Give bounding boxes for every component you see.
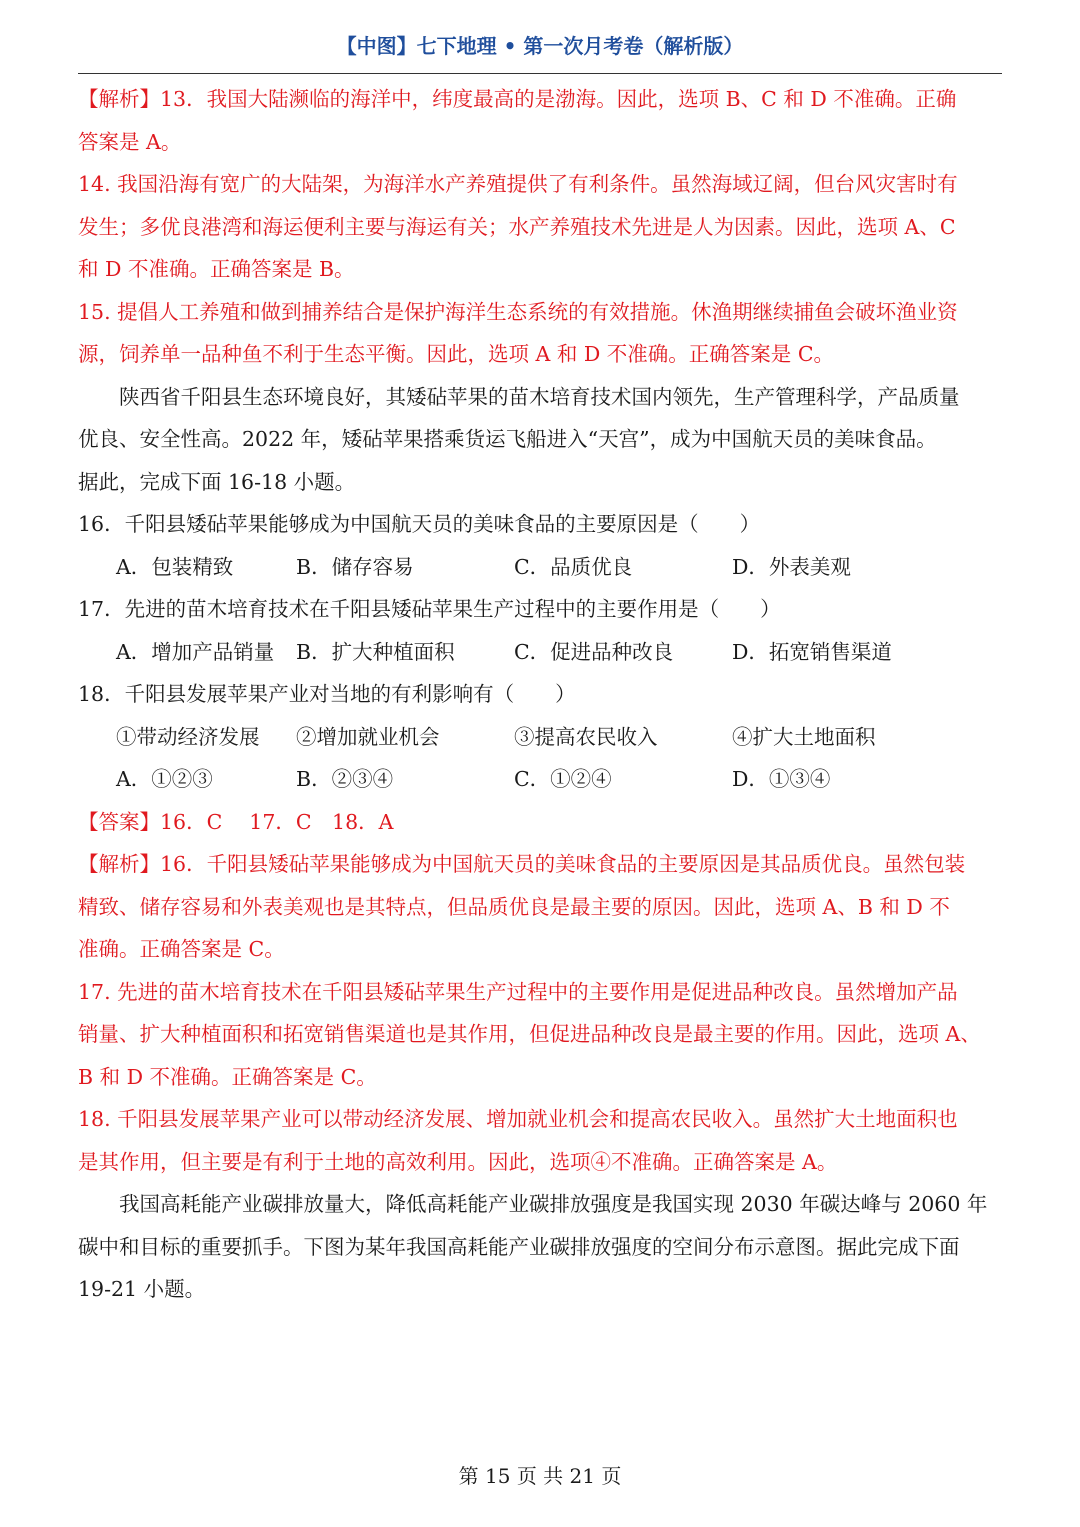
option-b: B．②③④ — [296, 767, 394, 791]
analysis-17-line-2: 销量、扩大种植面积和拓宽销售渠道也是其作用，但促进品种改良是最主要的作用。因此，选项 A、 — [78, 1022, 981, 1046]
analysis-14-line-2: 发生；多优良港湾和海运便利主要与海运有关；水产养殖技术先进是人为因素。因此，选项 A、C — [78, 214, 956, 239]
statement-2: ②增加就业机会 — [296, 724, 440, 749]
passage-1-line-3: 据此，完成下面 16-18 小题。 — [78, 469, 356, 494]
question-18-statements — [78, 716, 1002, 759]
analysis-15-line-1: 15. 提倡人工养殖和做到捕养结合是保护海洋生态系统的有效措施。休渔期继续捕鱼会破坏渔业资 — [78, 299, 958, 324]
analysis-13-line-2: 答案是 A。 — [78, 129, 182, 154]
option-c: C．促进品种改良 — [514, 639, 674, 664]
passage-2-line-2: 碳中和目标的重要抓手。下图为某年我国高耗能产业碳排放强度的空间分布示意图。据此完成下面 — [78, 1234, 960, 1259]
option-a: A．①②③ — [116, 767, 213, 791]
analysis-17-line-3: B 和 D 不准确。正确答案是 C。 — [78, 1064, 377, 1089]
header-divider — [78, 73, 1002, 74]
analysis-17-line-1: 17. 先进的苗木培育技术在千阳县矮砧苹果生产过程中的主要作用是促进品种改良。虽然增加产品 — [78, 979, 958, 1004]
option-b: B．扩大种植面积 — [296, 639, 455, 664]
question-18: 18．千阳县发展苹果产业对当地的有利影响有（ ） — [78, 682, 576, 706]
question-16: 16．千阳县矮砧苹果能够成为中国航天员的美味食品的主要原因是（ ） — [78, 512, 761, 536]
analysis-18-line-2: 是其作用，但主要是有利于土地的高效利用。因此，选项④不准确。正确答案是 A。 — [78, 1149, 838, 1174]
analysis-18-line-1: 18. 千阳县发展苹果产业可以带动经济发展、增加就业机会和提高农民收入。虽然扩大土地面积也 — [78, 1107, 958, 1131]
passage-1-line-2: 优良、安全性高。2022 年，矮砧苹果搭乘货运飞船进入“天宫”，成为中国航天员的美味食品。 — [78, 427, 937, 451]
analysis-16-line-2: 精致、储存容易和外表美观也是其特点，但品质优良是最主要的原因。因此，选项 A、B 和 D 不 — [78, 894, 950, 919]
question-17: 17．先进的苗木培育技术在千阳县矮砧苹果生产过程中的主要作用是（ ） — [78, 597, 781, 621]
analysis-14-line-3: 和 D 不准确。正确答案是 B。 — [78, 257, 355, 281]
statement-1: ①带动经济发展 — [116, 724, 260, 749]
page-content — [78, 78, 1002, 1311]
page-number: 第 15 页 共 21 页 — [458, 1464, 622, 1488]
question-17-options — [78, 631, 1002, 674]
analysis-14-line-1: 14. 我国沿海有宽广的大陆架，为海洋水产养殖提供了有利条件。虽然海域辽阔，但台风灾害时有 — [78, 172, 958, 196]
statement-3: ③提高农民收入 — [514, 724, 658, 749]
passage-2-line-3: 19-21 小题。 — [78, 1277, 206, 1301]
option-d: D．拓宽销售渠道 — [732, 639, 892, 664]
analysis-13-line-1: 【解析】13．我国大陆濒临的海洋中，纬度最高的是渤海。因此，选项 B、C 和 D 不准确。正确 — [78, 87, 957, 111]
page-header-title: 【中图】七下地理 • 第一次月考卷（解析版） — [336, 34, 744, 58]
answer-line: 【答案】16．C 17．C 18．A — [78, 809, 394, 834]
analysis-15-line-2: 源，饲养单一品种鱼不利于生态平衡。因此，选项 A 和 D 不准确。正确答案是 C。 — [78, 342, 835, 366]
option-d: D．外表美观 — [732, 554, 851, 579]
analysis-16-line-1: 【解析】16．千阳县矮砧苹果能够成为中国航天员的美味食品的主要原因是其品质优良。虽然包装 — [78, 852, 966, 876]
option-c: C．①②④ — [514, 767, 612, 791]
option-c: C．品质优良 — [514, 554, 633, 579]
statement-4: ④扩大土地面积 — [732, 724, 876, 749]
option-d: D．①③④ — [732, 767, 831, 791]
option-a: A．增加产品销量 — [116, 639, 275, 664]
passage-1-line-1: 陕西省千阳县生态环境良好，其矮砧苹果的苗木培育技术国内领先，生产管理科学，产品质量 — [119, 384, 960, 409]
option-a: A．包装精致 — [116, 554, 234, 579]
passage-2-line-1: 我国高耗能产业碳排放量大，降低高耗能产业碳排放强度是我国实现 2030 年碳达峰与 2060 年 — [119, 1192, 988, 1216]
question-16-options — [78, 546, 1002, 589]
analysis-16-line-3: 准确。正确答案是 C。 — [78, 937, 285, 961]
option-b: B．储存容易 — [296, 554, 414, 579]
question-18-options — [78, 758, 1002, 801]
